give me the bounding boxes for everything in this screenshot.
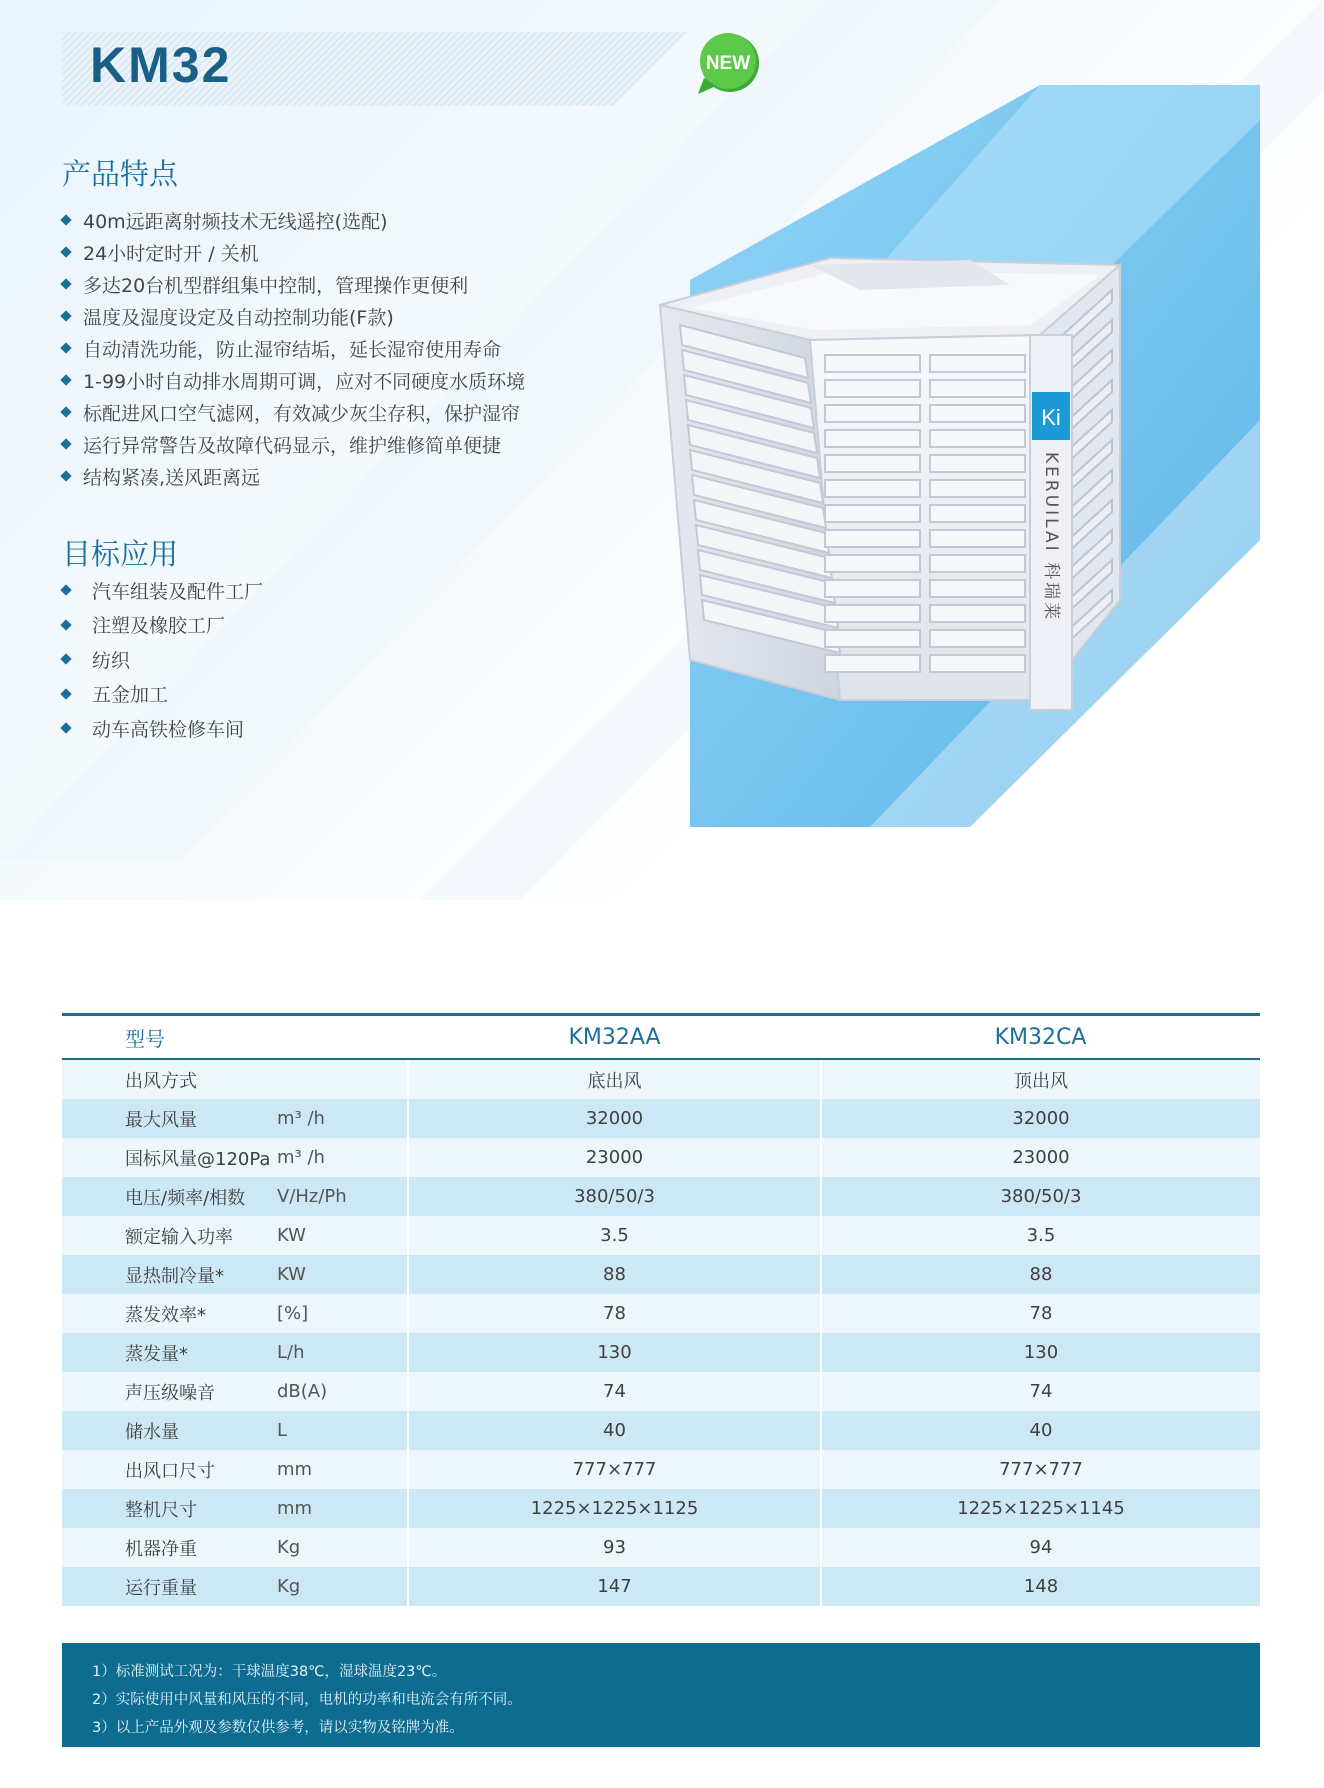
diamond-bullet-icon	[60, 470, 71, 481]
application-item: 汽车组装及配件工厂	[62, 573, 263, 608]
table-row	[62, 1059, 1260, 1099]
row-name: 电压/频率/相数	[62, 1177, 277, 1216]
feature-item: 多达20台机型群组集中控制，管理操作更便利	[62, 268, 525, 300]
feature-item: 40m远距离射频技术无线遥控(选配)	[62, 204, 525, 236]
row-unit: V/Hz/Ph	[277, 1177, 408, 1216]
new-badge-label: NEW	[705, 53, 751, 74]
spec-table-header	[62, 1015, 1260, 1060]
row-value-ca: 130	[821, 1333, 1260, 1372]
row-value-ca: 777×777	[821, 1450, 1260, 1489]
application-item: 动车高铁检修车间	[62, 711, 263, 746]
feature-item: 结构紧凑,送风距离远	[62, 460, 525, 492]
table-row	[62, 1255, 1260, 1294]
row-value-ca: 23000	[821, 1138, 1260, 1177]
row-unit: L/h	[277, 1333, 408, 1372]
table-row	[62, 1567, 1260, 1606]
row-value-aa: 40	[408, 1411, 821, 1450]
row-value-aa: 130	[408, 1333, 821, 1372]
table-row	[62, 1411, 1260, 1450]
table-row	[62, 1450, 1260, 1489]
feature-item: 标配进风口空气滤网，有效减少灰尘存积，保护湿帘	[62, 396, 525, 428]
row-name: 储水量	[62, 1411, 277, 1450]
diamond-bullet-icon	[60, 585, 71, 596]
row-unit: mm	[277, 1489, 408, 1528]
row-value-aa: 3.5	[408, 1216, 821, 1255]
diamond-bullet-icon	[60, 214, 71, 225]
row-value-aa: 74	[408, 1372, 821, 1411]
row-value-aa: 777×777	[408, 1450, 821, 1489]
row-value-aa: 底出风	[408, 1059, 821, 1099]
row-value-aa: 1225×1225×1125	[408, 1489, 821, 1528]
row-value-aa: 23000	[408, 1138, 821, 1177]
row-value-ca: 78	[821, 1294, 1260, 1333]
table-row	[62, 1489, 1260, 1528]
row-name: 国标风量@120Pa	[62, 1138, 277, 1177]
row-value-ca: 40	[821, 1411, 1260, 1450]
row-name: 出风口尺寸	[62, 1450, 277, 1489]
brand-name-text: KERUILAI 科瑞莱	[1041, 452, 1061, 623]
row-value-ca: 380/50/3	[821, 1177, 1260, 1216]
features-title: 产品特点	[62, 157, 179, 191]
row-value-ca: 148	[821, 1567, 1260, 1606]
diamond-bullet-icon	[60, 278, 71, 289]
row-value-aa: 380/50/3	[408, 1177, 821, 1216]
row-unit: dB(A)	[277, 1372, 408, 1411]
note-line: 1）标准测试工况为：干球温度38℃，湿球温度23℃。	[92, 1664, 447, 1680]
row-value-aa: 88	[408, 1255, 821, 1294]
model-title: KM32	[90, 37, 232, 93]
row-name: 显热制冷量*	[62, 1255, 277, 1294]
diamond-bullet-icon	[60, 246, 71, 257]
diamond-bullet-icon	[60, 723, 71, 734]
row-unit: Kg	[277, 1528, 408, 1567]
diamond-bullet-icon	[60, 654, 71, 665]
diamond-bullet-icon	[60, 342, 71, 353]
row-value-ca: 88	[821, 1255, 1260, 1294]
row-unit: m³ /h	[277, 1099, 408, 1138]
table-row	[62, 1138, 1260, 1177]
note-line: 2）实际使用中风量和风压的不同，电机的功率和电流会有所不同。	[92, 1692, 522, 1708]
row-name: 运行重量	[62, 1567, 277, 1606]
table-row	[62, 1528, 1260, 1567]
feature-item: 运行异常警告及故障代码显示，维护维修简单便捷	[62, 428, 525, 460]
diamond-bullet-icon	[60, 310, 71, 321]
feature-item: 自动清洗功能，防止湿帘结垢，延长湿帘使用寿命	[62, 332, 525, 364]
diamond-bullet-icon	[60, 619, 71, 630]
row-unit: KW	[277, 1216, 408, 1255]
row-value-ca: 1225×1225×1145	[821, 1489, 1260, 1528]
row-value-aa: 147	[408, 1567, 821, 1606]
row-unit	[277, 1059, 408, 1099]
row-name: 出风方式	[62, 1059, 277, 1099]
note-line: 3）以上产品外观及参数仅供参考，请以实物及铭牌为准。	[92, 1720, 464, 1736]
row-name: 蒸发效率*	[62, 1294, 277, 1333]
row-value-ca: 94	[821, 1528, 1260, 1567]
row-name: 额定输入功率	[62, 1216, 277, 1255]
feature-item: 1-99小时自动排水周期可调，应对不同硬度水质环境	[62, 364, 525, 396]
row-unit: [%]	[277, 1294, 408, 1333]
row-unit: Kg	[277, 1567, 408, 1606]
row-unit: L	[277, 1411, 408, 1450]
row-name: 最大风量	[62, 1099, 277, 1138]
table-row	[62, 1099, 1260, 1138]
row-value-ca: 74	[821, 1372, 1260, 1411]
row-unit: KW	[277, 1255, 408, 1294]
row-value-ca: 3.5	[821, 1216, 1260, 1255]
diamond-bullet-icon	[60, 374, 71, 385]
row-value-ca: 32000	[821, 1099, 1260, 1138]
application-item: 注塑及橡胶工厂	[62, 608, 263, 643]
table-row	[62, 1216, 1260, 1255]
row-value-ca: 顶出风	[821, 1059, 1260, 1099]
table-row	[62, 1333, 1260, 1372]
row-name: 整机尺寸	[62, 1489, 277, 1528]
air-cooler-illustration	[540, 80, 1280, 840]
feature-item: 24小时定时开 / 关机	[62, 236, 525, 268]
spec-table	[62, 1013, 1260, 1606]
features-list	[62, 204, 525, 492]
table-row	[62, 1294, 1260, 1333]
row-unit: m³ /h	[277, 1138, 408, 1177]
application-item: 纺织	[62, 642, 263, 677]
diamond-bullet-icon	[60, 438, 71, 449]
brand-logo-text: Ki	[1041, 405, 1061, 430]
applications-title: 目标应用	[62, 537, 179, 571]
header-km32aa: KM32AA	[408, 1015, 821, 1060]
row-value-aa: 32000	[408, 1099, 821, 1138]
notes-box	[62, 1643, 1260, 1747]
row-name: 机器净重	[62, 1528, 277, 1567]
table-row	[62, 1372, 1260, 1411]
row-name: 蒸发量*	[62, 1333, 277, 1372]
row-value-aa: 93	[408, 1528, 821, 1567]
diamond-bullet-icon	[60, 406, 71, 417]
application-item: 五金加工	[62, 677, 263, 712]
applications-list	[62, 573, 263, 746]
row-unit: mm	[277, 1450, 408, 1489]
feature-item: 温度及湿度设定及自动控制功能(F款)	[62, 300, 525, 332]
row-name: 声压级噪音	[62, 1372, 277, 1411]
table-row	[62, 1177, 1260, 1216]
header-km32ca: KM32CA	[821, 1015, 1260, 1060]
header-model-label: 型号	[62, 1015, 408, 1060]
diamond-bullet-icon	[60, 688, 71, 699]
row-value-aa: 78	[408, 1294, 821, 1333]
